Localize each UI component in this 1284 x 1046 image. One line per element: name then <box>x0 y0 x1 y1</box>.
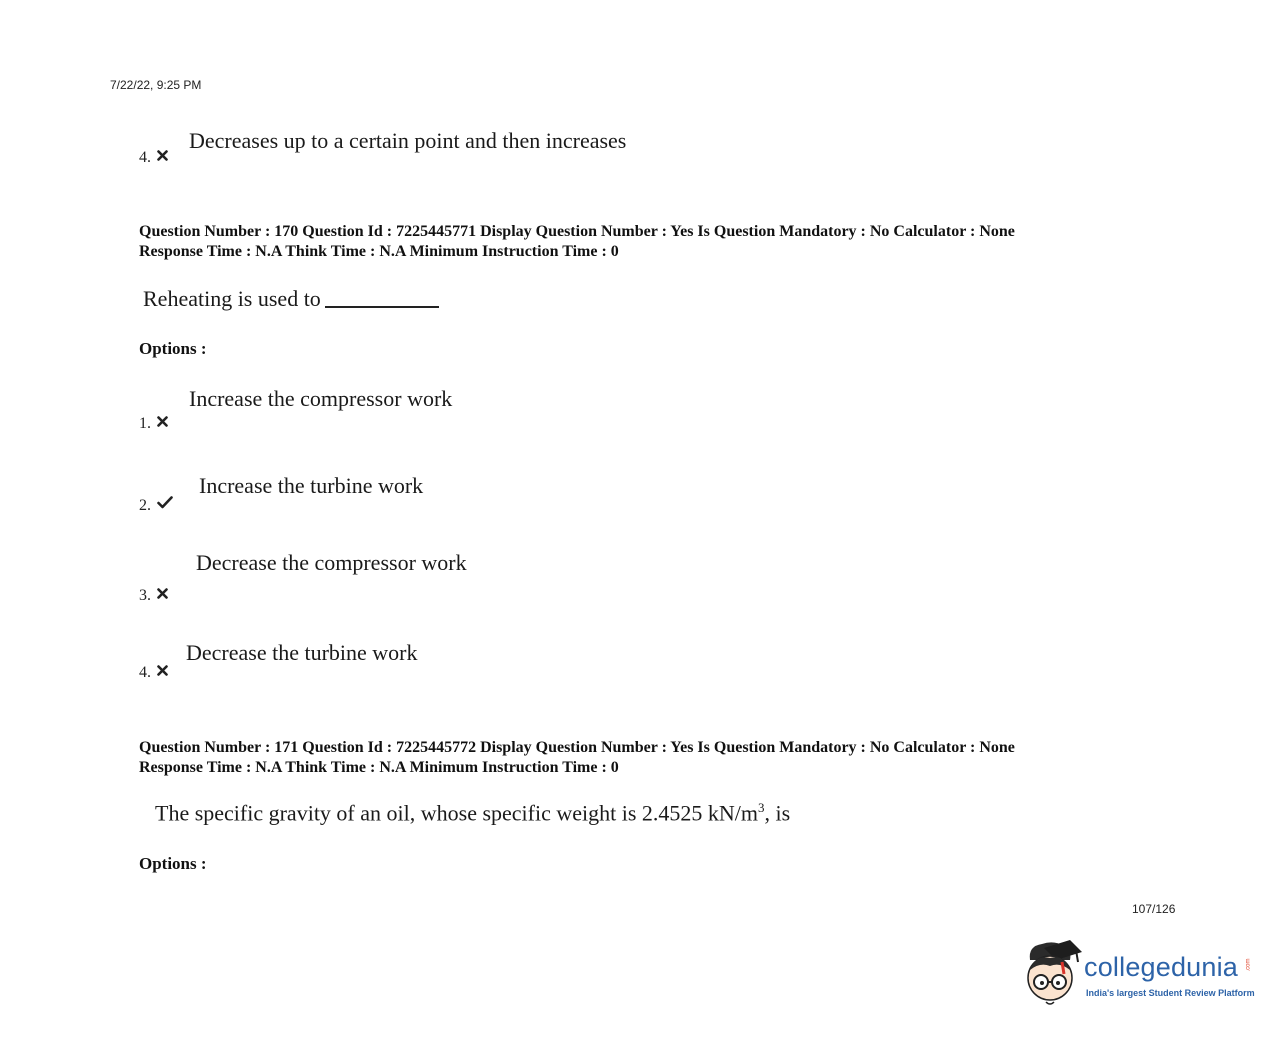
brand-name: collegedunia <box>1084 952 1239 982</box>
option-3-number <box>139 586 168 605</box>
question-170-stem <box>143 286 439 312</box>
prev-option-4-number <box>139 148 168 167</box>
question-stem-tail: , is <box>764 800 791 826</box>
option-4-text: Decrease the turbine work <box>186 640 418 665</box>
question-170-meta <box>139 222 1015 261</box>
brand-tagline: India's largest Student Review Platform <box>1086 988 1255 998</box>
option-number: 1. <box>139 415 151 432</box>
question-meta-line-2: Response Time : N.A Think Time : N.A Minimum Instruction Time : 0 <box>139 242 619 260</box>
option-number: 4. <box>139 664 151 681</box>
page-number: 107/126 <box>1132 902 1176 916</box>
question-stem-text: Reheating is used to <box>143 286 321 311</box>
question-meta-line-2: Response Time : N.A Think Time : N.A Minimum Instruction Time : 0 <box>139 758 619 776</box>
question-meta-line-1: Question Number : 170 Question Id : 7225445771 Display Question Number : Yes Is Question Mandatory : No Calculator : None <box>139 223 1015 240</box>
option-1-number <box>139 414 168 433</box>
cross-icon <box>157 414 168 432</box>
option-4-number <box>139 663 168 682</box>
check-icon <box>157 496 173 514</box>
option-number: 3. <box>139 587 151 604</box>
superscript: 3 <box>758 800 765 815</box>
mascot-icon <box>1024 940 1086 1008</box>
options-label: Options : <box>139 854 207 873</box>
brand-domain: .com <box>1245 958 1252 972</box>
option-3-text: Decrease the compressor work <box>196 550 467 575</box>
question-stem-text: The specific gravity of an oil, whose specific weight is 2.4525 kN/m <box>155 800 759 826</box>
collegedunia-logo <box>1024 940 1256 1010</box>
prev-option-4-text: Decreases up to a certain point and then increases <box>189 128 627 153</box>
option-number: 2. <box>139 497 151 514</box>
question-meta-line-1: Question Number : 171 Question Id : 7225445772 Display Question Number : Yes Is Question Mandatory : No Calculator : None <box>139 739 1015 756</box>
cross-icon <box>157 148 168 166</box>
option-2-number <box>139 496 173 515</box>
question-171-meta <box>139 738 1015 777</box>
options-label: Options : <box>139 339 207 358</box>
question-171-stem <box>155 800 790 826</box>
option-number: 4. <box>139 149 151 166</box>
option-1-text: Increase the compressor work <box>189 386 453 411</box>
fill-in-blank <box>325 288 439 308</box>
option-2-text: Increase the turbine work <box>199 473 424 498</box>
print-timestamp: 7/22/22, 9:25 PM <box>110 78 202 92</box>
cross-icon <box>157 663 168 681</box>
cross-icon <box>157 586 168 604</box>
